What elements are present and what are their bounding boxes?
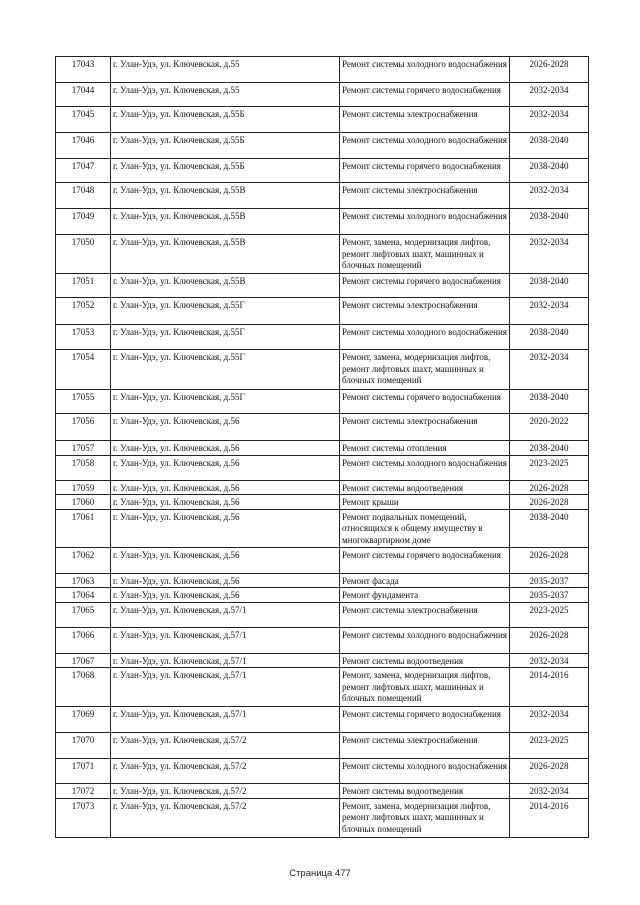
row-work-type: Ремонт системы холодного водоснабжения (340, 133, 510, 159)
row-address: г. Улан-Удэ, ул. Ключевская, д.56 (111, 455, 340, 480)
row-number: 17065 (56, 602, 111, 627)
row-number: 17066 (56, 627, 111, 653)
row-work-type: Ремонт системы холодного водоснабжения (340, 627, 510, 653)
row-period: 2032-2034 (510, 107, 589, 133)
row-work-type: Ремонт системы горячего водоснабжения (340, 159, 510, 183)
row-number: 17044 (56, 83, 111, 107)
table-row (56, 627, 589, 653)
row-address: г. Улан-Удэ, ул. Ключевская, д.57/1 (111, 602, 340, 627)
row-period: 2035-2037 (510, 588, 589, 603)
row-work-type: Ремонт, замена, модернизация лифтов, ремонт лифтовых шахт, машинных и блочных помещений (340, 235, 510, 274)
row-period: 2026-2028 (510, 759, 589, 784)
row-work-type: Ремонт системы электроснабжения (340, 107, 510, 133)
row-address: г. Улан-Удэ, ул. Ключевская, д.57/2 (111, 759, 340, 784)
table-row (56, 509, 589, 547)
row-work-type: Ремонт системы водоотведения (340, 784, 510, 799)
page-number: Страница 477 (289, 868, 351, 879)
row-work-type: Ремонт крыши (340, 495, 510, 510)
row-number: 17054 (56, 350, 111, 390)
row-work-type: Ремонт системы электроснабжения (340, 183, 510, 209)
row-number: 17057 (56, 441, 111, 456)
row-work-type: Ремонт фундамента (340, 588, 510, 603)
row-number: 17045 (56, 107, 111, 133)
row-work-type: Ремонт системы холодного водоснабжения (340, 759, 510, 784)
row-work-type: Ремонт подвальных помещений, относящихся к общему имуществу в многоквартирном доме (340, 509, 510, 547)
row-period: 2032-2034 (510, 784, 589, 799)
row-address: г. Улан-Удэ, ул. Ключевская, д.55В (111, 209, 340, 235)
row-work-type: Ремонт системы электроснабжения (340, 298, 510, 325)
row-period: 2026-2028 (510, 57, 589, 83)
row-period: 2026-2028 (510, 547, 589, 573)
table-row (56, 350, 589, 390)
row-work-type: Ремонт системы электроснабжения (340, 733, 510, 759)
row-number: 17049 (56, 209, 111, 235)
row-period: 2032-2034 (510, 183, 589, 209)
row-number: 17047 (56, 159, 111, 183)
row-address: г. Улан-Удэ, ул. Ключевская, д.55Г (111, 298, 340, 325)
row-period: 2032-2034 (510, 653, 589, 668)
row-address: г. Улан-Удэ, ул. Ключевская, д.55В (111, 235, 340, 274)
row-address: г. Улан-Удэ, ул. Ключевская, д.57/2 (111, 733, 340, 759)
table-row (56, 798, 589, 837)
row-address: г. Улан-Удэ, ул. Ключевская, д.55Б (111, 107, 340, 133)
row-period: 2014-2016 (510, 668, 589, 707)
row-address: г. Улан-Удэ, ул. Ключевская, д.57/2 (111, 798, 340, 837)
row-work-type: Ремонт системы горячего водоснабжения (340, 390, 510, 414)
row-address: г. Улан-Удэ, ул. Ключевская, д.57/1 (111, 668, 340, 707)
row-number: 17064 (56, 588, 111, 603)
row-number: 17053 (56, 325, 111, 350)
table-row (56, 390, 589, 414)
row-work-type: Ремонт системы холодного водоснабжения (340, 325, 510, 350)
row-number: 17048 (56, 183, 111, 209)
row-period: 2026-2028 (510, 627, 589, 653)
row-work-type: Ремонт системы электроснабжения (340, 602, 510, 627)
row-number: 17068 (56, 668, 111, 707)
row-period: 2032-2034 (510, 83, 589, 107)
row-address: г. Улан-Удэ, ул. Ключевская, д.55Г (111, 325, 340, 350)
table-row (56, 668, 589, 707)
row-period: 2038-2040 (510, 390, 589, 414)
row-address: г. Улан-Удэ, ул. Ключевская, д.55В (111, 183, 340, 209)
row-address: г. Улан-Удэ, ул. Ключевская, д.57/1 (111, 627, 340, 653)
row-period: 2032-2034 (510, 707, 589, 733)
row-period: 2023-2025 (510, 602, 589, 627)
row-work-type: Ремонт системы горячего водоснабжения (340, 547, 510, 573)
table-row (56, 209, 589, 235)
row-address: г. Улан-Удэ, ул. Ключевская, д.56 (111, 588, 340, 603)
table-row (56, 298, 589, 325)
row-number: 17071 (56, 759, 111, 784)
row-number: 17056 (56, 414, 111, 441)
row-number: 17050 (56, 235, 111, 274)
table-row (56, 588, 589, 603)
row-address: г. Улан-Удэ, ул. Ключевская, д.56 (111, 573, 340, 588)
row-period: 2032-2034 (510, 350, 589, 390)
table-row (56, 133, 589, 159)
table-row (56, 653, 589, 668)
table-row (56, 83, 589, 107)
row-address: г. Улан-Удэ, ул. Ключевская, д.55Б (111, 159, 340, 183)
row-period: 2038-2040 (510, 133, 589, 159)
row-address: г. Улан-Удэ, ул. Ключевская, д.56 (111, 495, 340, 510)
row-period: 2038-2040 (510, 159, 589, 183)
row-period: 2023-2025 (510, 733, 589, 759)
repair-schedule-table (55, 56, 589, 838)
row-work-type: Ремонт системы горячего водоснабжения (340, 83, 510, 107)
row-number: 17073 (56, 798, 111, 837)
row-number: 17062 (56, 547, 111, 573)
table-row (56, 455, 589, 480)
row-work-type: Ремонт, замена, модернизация лифтов, ремонт лифтовых шахт, машинных и блочных помещений (340, 350, 510, 390)
document-page (55, 56, 588, 838)
row-period: 2032-2034 (510, 235, 589, 274)
row-period: 2026-2028 (510, 495, 589, 510)
row-address: г. Улан-Удэ, ул. Ключевская, д.56 (111, 480, 340, 495)
table-body (56, 57, 589, 838)
row-number: 17046 (56, 133, 111, 159)
row-address: г. Улан-Удэ, ул. Ключевская, д.55 (111, 57, 340, 83)
row-work-type: Ремонт системы холодного водоснабжения (340, 209, 510, 235)
row-address: г. Улан-Удэ, ул. Ключевская, д.55Г (111, 350, 340, 390)
row-period: 2038-2040 (510, 325, 589, 350)
row-address: г. Улан-Удэ, ул. Ключевская, д.55 (111, 83, 340, 107)
row-address: г. Улан-Удэ, ул. Ключевская, д.57/2 (111, 784, 340, 799)
table-row (56, 414, 589, 441)
row-number: 17060 (56, 495, 111, 510)
table-row (56, 274, 589, 298)
row-address: г. Улан-Удэ, ул. Ключевская, д.56 (111, 547, 340, 573)
table-row (56, 183, 589, 209)
row-period: 2026-2028 (510, 480, 589, 495)
row-number: 17063 (56, 573, 111, 588)
table-row (56, 784, 589, 799)
row-address: г. Улан-Удэ, ул. Ключевская, д.56 (111, 509, 340, 547)
table-row (56, 325, 589, 350)
row-period: 2032-2034 (510, 298, 589, 325)
row-period: 2038-2040 (510, 274, 589, 298)
row-work-type: Ремонт системы холодного водоснабжения (340, 455, 510, 480)
row-period: 2038-2040 (510, 209, 589, 235)
row-address: г. Улан-Удэ, ул. Ключевская, д.55Г (111, 390, 340, 414)
row-number: 17051 (56, 274, 111, 298)
table-row (56, 495, 589, 510)
row-address: г. Улан-Удэ, ул. Ключевская, д.55Б (111, 133, 340, 159)
row-work-type: Ремонт системы электроснабжения (340, 414, 510, 441)
row-period: 2014-2016 (510, 798, 589, 837)
row-work-type: Ремонт системы водоотведения (340, 480, 510, 495)
table-row (56, 547, 589, 573)
table-row (56, 602, 589, 627)
row-number: 17055 (56, 390, 111, 414)
table-row (56, 480, 589, 495)
table-row (56, 707, 589, 733)
row-number: 17058 (56, 455, 111, 480)
row-address: г. Улан-Удэ, ул. Ключевская, д.57/1 (111, 707, 340, 733)
row-number: 17072 (56, 784, 111, 799)
row-work-type: Ремонт, замена, модернизация лифтов, ремонт лифтовых шахт, машинных и блочных помещений (340, 798, 510, 837)
table-row (56, 759, 589, 784)
row-period: 2035-2037 (510, 573, 589, 588)
row-number: 17052 (56, 298, 111, 325)
row-number: 17069 (56, 707, 111, 733)
row-address: г. Улан-Удэ, ул. Ключевская, д.56 (111, 414, 340, 441)
table-row (56, 733, 589, 759)
row-period: 2023-2025 (510, 455, 589, 480)
table-row (56, 441, 589, 456)
table-row (56, 573, 589, 588)
row-work-type: Ремонт фасада (340, 573, 510, 588)
row-work-type: Ремонт системы холодного водоснабжения (340, 57, 510, 83)
row-address: г. Улан-Удэ, ул. Ключевская, д.57/1 (111, 653, 340, 668)
row-work-type: Ремонт системы горячего водоснабжения (340, 707, 510, 733)
row-work-type: Ремонт, замена, модернизация лифтов, ремонт лифтовых шахт, машинных и блочных помещений (340, 668, 510, 707)
row-period: 2038-2040 (510, 441, 589, 456)
table-row (56, 107, 589, 133)
row-period: 2038-2040 (510, 509, 589, 547)
table-row (56, 159, 589, 183)
row-period: 2020-2022 (510, 414, 589, 441)
row-number: 17070 (56, 733, 111, 759)
table-row (56, 235, 589, 274)
table-row (56, 57, 589, 83)
row-number: 17061 (56, 509, 111, 547)
row-work-type: Ремонт системы водоотведения (340, 653, 510, 668)
row-work-type: Ремонт системы горячего водоснабжения (340, 274, 510, 298)
row-work-type: Ремонт системы отопления (340, 441, 510, 456)
row-number: 17043 (56, 57, 111, 83)
row-address: г. Улан-Удэ, ул. Ключевская, д.55В (111, 274, 340, 298)
row-number: 17067 (56, 653, 111, 668)
row-number: 17059 (56, 480, 111, 495)
row-address: г. Улан-Удэ, ул. Ключевская, д.56 (111, 441, 340, 456)
